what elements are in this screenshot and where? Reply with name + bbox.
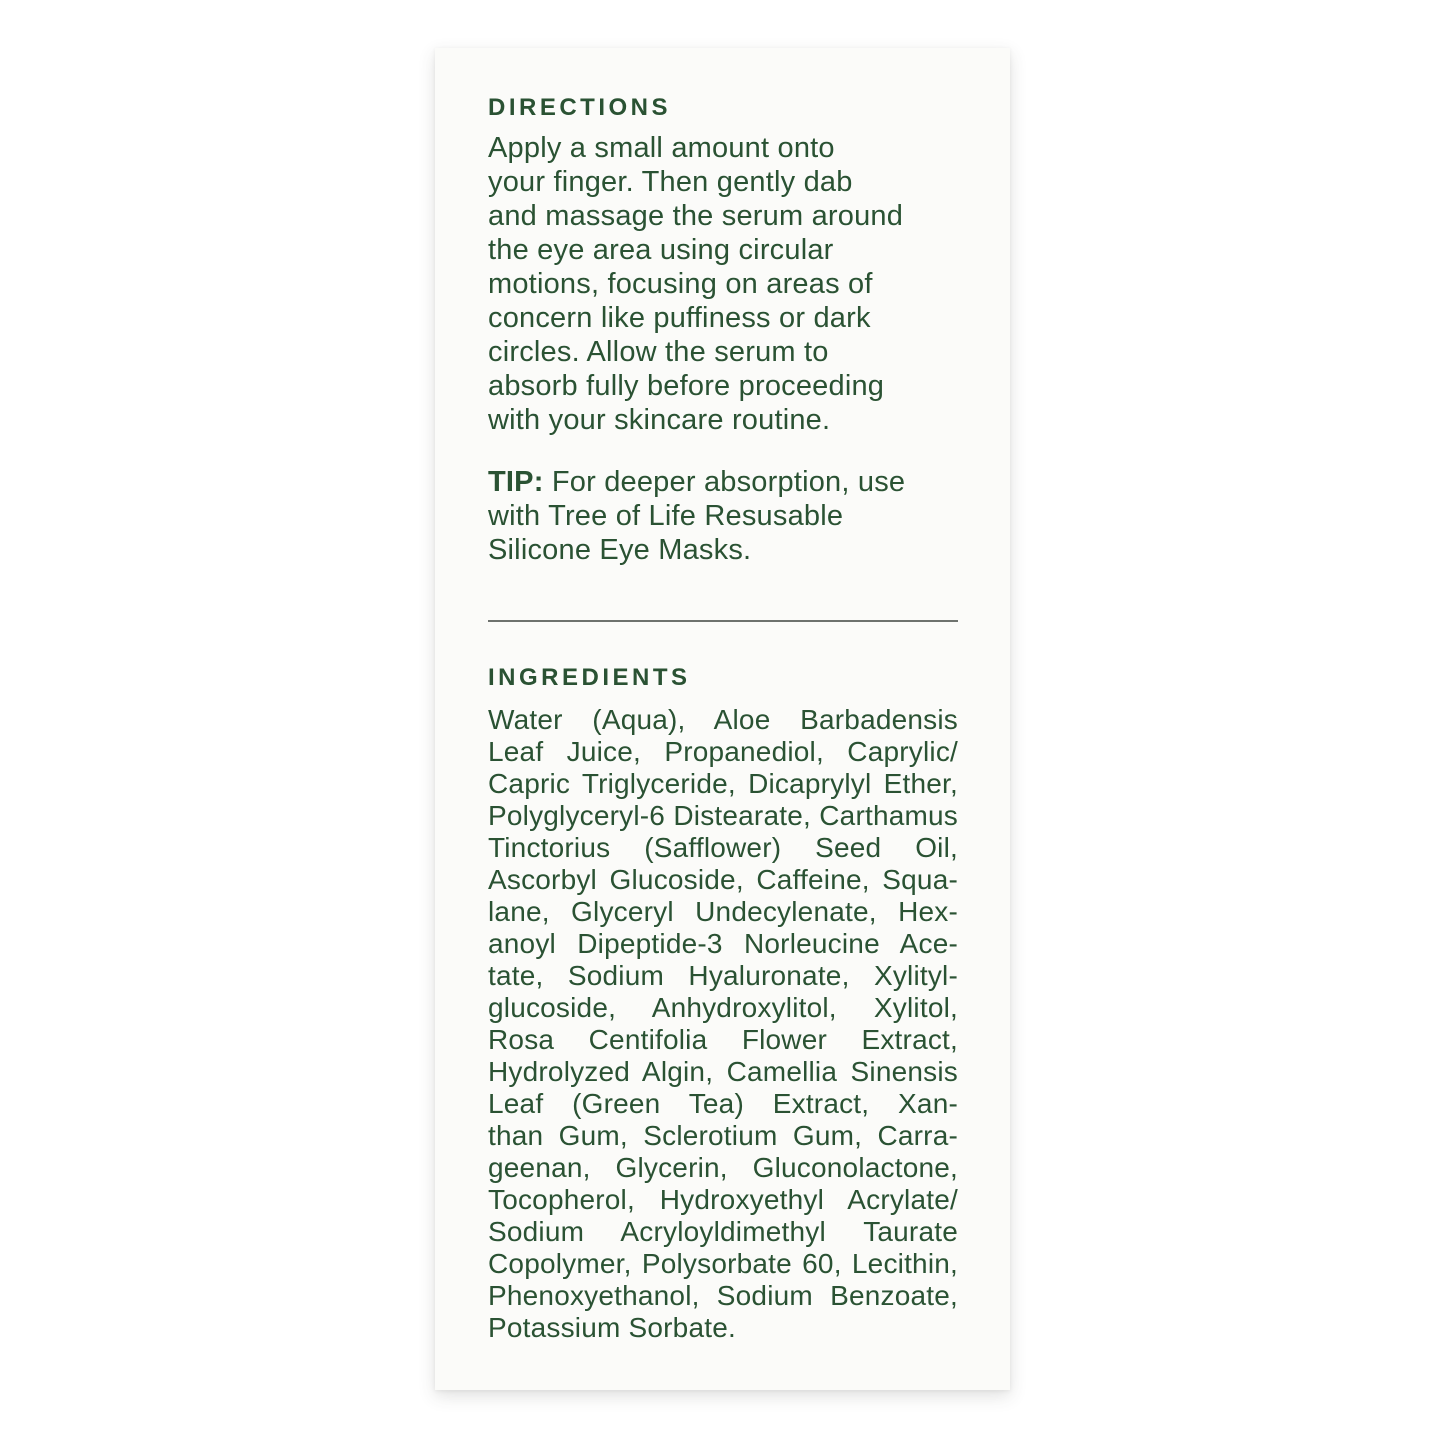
directions-line: concern like puffiness or dark bbox=[488, 302, 871, 334]
ingredients-line: Copolymer, Polysorbate 60, Lecithin, bbox=[488, 1248, 958, 1279]
ingredients-line: Capric Triglyceride, Dicaprylyl Ether, bbox=[488, 768, 958, 799]
directions-line: the eye area using circular bbox=[488, 234, 834, 266]
tip-label: TIP: bbox=[488, 466, 544, 498]
ingredients-line: Ascorbyl Glucoside, Caffeine, Squa- bbox=[488, 864, 958, 895]
ingredients-line: geenan, Glycerin, Gluconolactone, bbox=[488, 1152, 958, 1183]
ingredients-line: tate, Sodium Hyaluronate, Xylityl- bbox=[488, 960, 958, 991]
ingredients-line: Tocopherol, Hydroxyethyl Acrylate/ bbox=[488, 1184, 958, 1215]
tip-text bbox=[488, 465, 958, 567]
directions-line: Apply a small amount onto bbox=[488, 132, 835, 164]
ingredients-heading: INGREDIENTS bbox=[488, 664, 691, 691]
ingredients-line: Leaf (Green Tea) Extract, Xan- bbox=[488, 1088, 958, 1119]
ingredients-line: Polyglyceryl-6 Distearate, Carthamus bbox=[488, 800, 958, 831]
tip-line: with Tree of Life Resusable bbox=[488, 500, 844, 532]
directions-line: motions, focusing on areas of bbox=[488, 268, 873, 300]
directions-text bbox=[488, 131, 958, 437]
ingredients-line: lane, Glyceryl Undecylenate, Hex- bbox=[488, 896, 958, 927]
section-divider bbox=[488, 620, 958, 622]
ingredients-line: Potassium Sorbate. bbox=[488, 1312, 736, 1343]
directions-line: with your skincare routine. bbox=[488, 404, 831, 436]
ingredients-text bbox=[488, 704, 958, 1344]
ingredients-line: glucoside, Anhydroxylitol, Xylitol, bbox=[488, 992, 958, 1023]
ingredients-line: Hydrolyzed Algin, Camellia Sinensis bbox=[488, 1056, 958, 1087]
directions-line: your finger. Then gently dab bbox=[488, 166, 853, 198]
ingredients-line: Rosa Centifolia Flower Extract, bbox=[488, 1024, 958, 1055]
ingredients-line: Phenoxyethanol, Sodium Benzoate, bbox=[488, 1280, 958, 1311]
directions-line: and massage the serum around bbox=[488, 200, 904, 232]
ingredients-line: Leaf Juice, Propanediol, Caprylic/ bbox=[488, 736, 958, 767]
directions-line: absorb fully before proceeding bbox=[488, 370, 885, 402]
product-label-panel bbox=[435, 48, 1010, 1390]
directions-heading: DIRECTIONS bbox=[488, 94, 672, 121]
tip-line: Silicone Eye Masks. bbox=[488, 534, 752, 566]
tip-line bbox=[488, 465, 958, 499]
ingredients-line: than Gum, Sclerotium Gum, Carra- bbox=[488, 1120, 958, 1151]
ingredients-line: Tinctorius (Safflower) Seed Oil, bbox=[488, 832, 958, 863]
directions-line: circles. Allow the serum to bbox=[488, 336, 829, 368]
ingredients-line: Sodium Acryloyldimethyl Taurate bbox=[488, 1216, 958, 1247]
ingredients-line: anoyl Dipeptide-3 Norleucine Ace- bbox=[488, 928, 958, 959]
tip-line-rest: For deeper absorption, use bbox=[543, 466, 906, 498]
ingredients-line: Water (Aqua), Aloe Barbadensis bbox=[488, 704, 958, 735]
